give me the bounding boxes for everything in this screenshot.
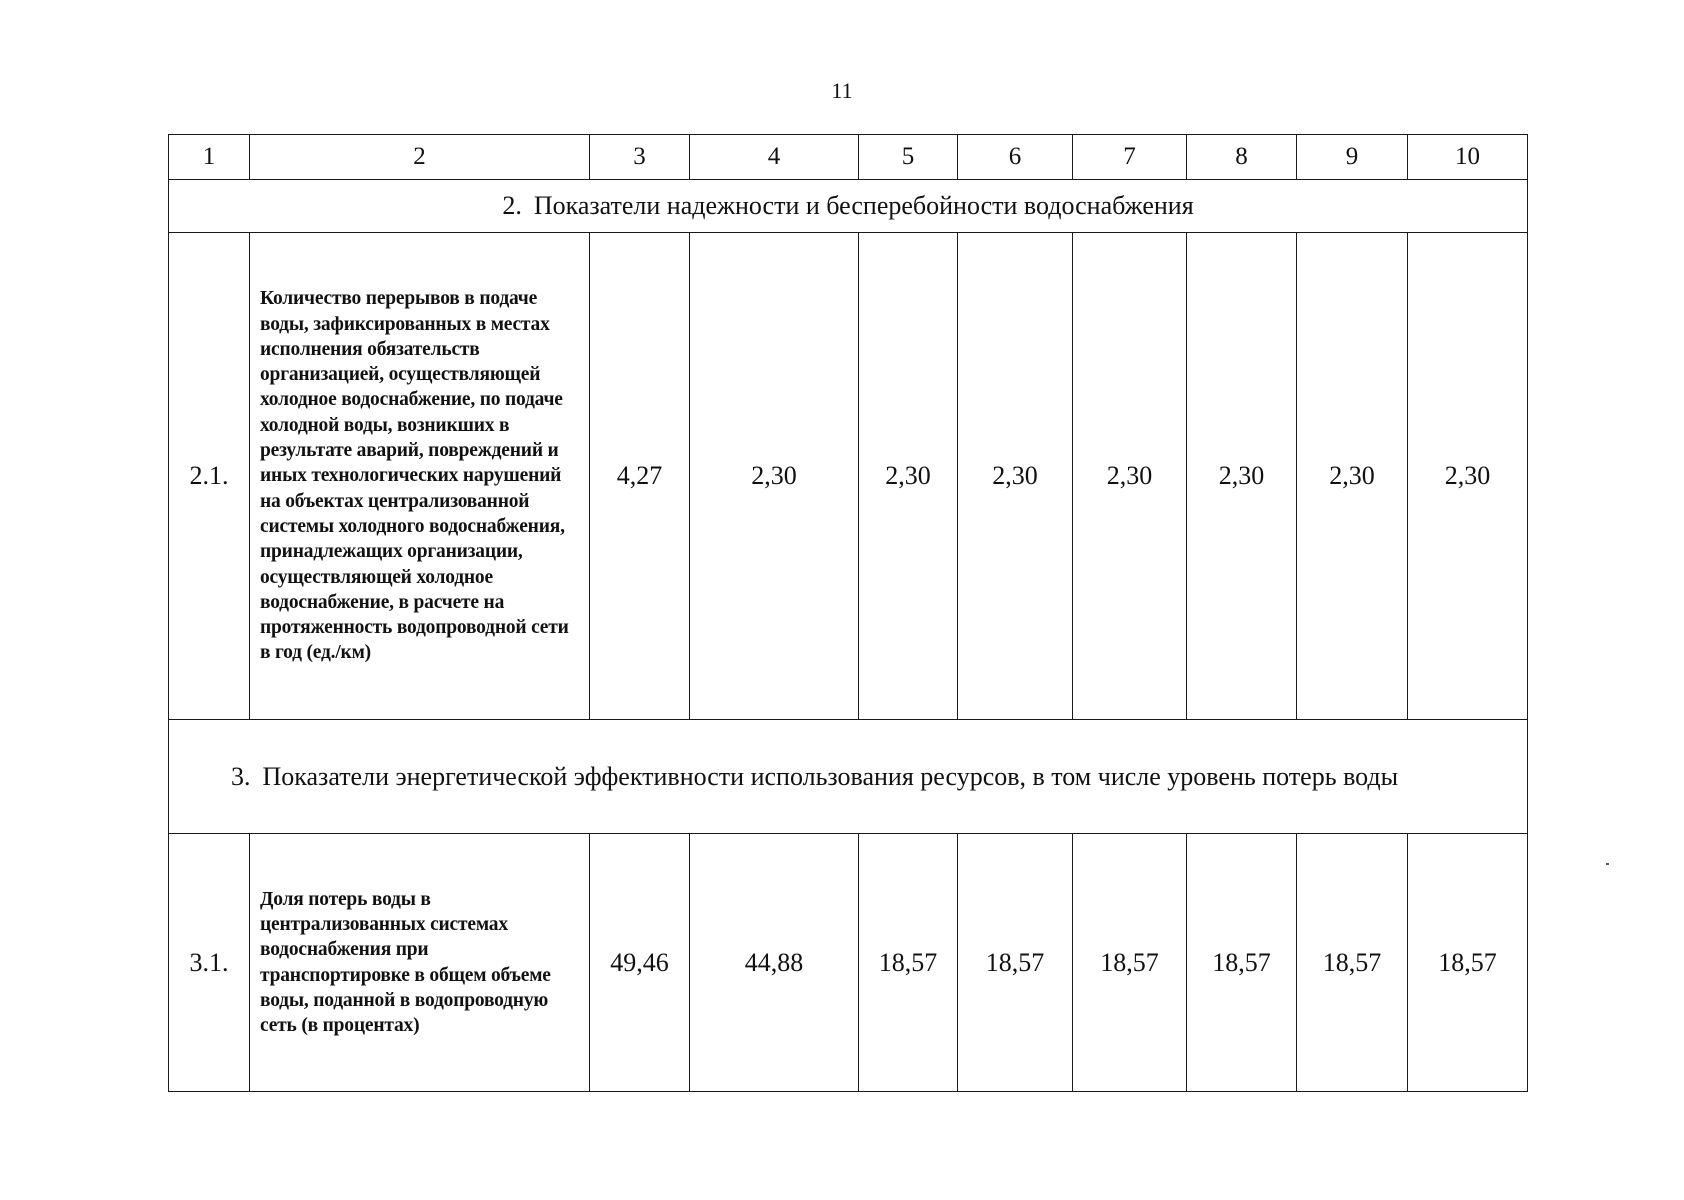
column-number-cell: 9 xyxy=(1297,135,1408,180)
column-number-row xyxy=(169,135,1528,180)
value-cell: 18,57 xyxy=(1408,834,1528,1092)
value-cell: 49,46 xyxy=(590,834,690,1092)
column-number-cell: 5 xyxy=(859,135,958,180)
column-number-cell: 2 xyxy=(250,135,590,180)
indicators-table xyxy=(168,134,1528,1092)
section-3-heading xyxy=(169,720,1528,834)
column-number-cell: 8 xyxy=(1187,135,1297,180)
value-cell: 2,30 xyxy=(1297,233,1408,720)
page-number: 11 xyxy=(831,78,853,103)
value-cell: 4,27 xyxy=(590,233,690,720)
column-number-cell: 4 xyxy=(690,135,859,180)
row-number-cell: 3.1. xyxy=(169,834,250,1092)
value-cell: 18,57 xyxy=(859,834,958,1092)
column-number-cell: 7 xyxy=(1073,135,1187,180)
section-number: 3. xyxy=(231,761,251,791)
column-number-cell: 10 xyxy=(1408,135,1528,180)
section-title: Показатели энергетической эффективности использования ресурсов, в том числе уровень потерь воды xyxy=(262,761,1399,791)
value-cell: 18,57 xyxy=(1073,834,1187,1092)
column-number-cell: 1 xyxy=(169,135,250,180)
value-cell: 18,57 xyxy=(1187,834,1297,1092)
section-3-row xyxy=(169,720,1528,834)
table-row-3-1 xyxy=(169,834,1528,1092)
indicator-description: Доля потерь воды в централизованных системах водоснабжения при транспортировке в общем объеме воды, поданной в водопроводную сеть (в процентах) xyxy=(250,834,590,1092)
value-cell: 2,30 xyxy=(1187,233,1297,720)
column-number-cell: 3 xyxy=(590,135,690,180)
row-number-cell: 2.1. xyxy=(169,233,250,720)
value-cell: 2,30 xyxy=(958,233,1073,720)
value-cell: 18,57 xyxy=(1297,834,1408,1092)
column-number-cell: 6 xyxy=(958,135,1073,180)
value-cell: 18,57 xyxy=(958,834,1073,1092)
indicator-description: Количество перерывов в подаче воды, зафиксированных в местах исполнения обязательств организацией, осуществляющей холодное водоснабжение, по подаче холодной воды, возникших в результате аварий, повреждений и иных технологических нарушений на объектах централизованной системы холодного водоснабжения, принадлежащих организации, осуществляющей холодное водоснабжение, в расчете на протяженность водопроводной сети в год (ед./км) xyxy=(250,233,590,720)
value-cell: 2,30 xyxy=(690,233,859,720)
section-2-heading xyxy=(169,180,1528,233)
scan-speck xyxy=(1606,863,1609,865)
value-cell: 44,88 xyxy=(690,834,859,1092)
section-title: Показатели надежности и бесперебойности водоснабжения xyxy=(533,191,1194,220)
section-2-row xyxy=(169,180,1528,233)
table-row-2-1 xyxy=(169,233,1528,720)
value-cell: 2,30 xyxy=(859,233,958,720)
section-number: 2. xyxy=(502,191,522,220)
value-cell: 2,30 xyxy=(1408,233,1528,720)
value-cell: 2,30 xyxy=(1073,233,1187,720)
